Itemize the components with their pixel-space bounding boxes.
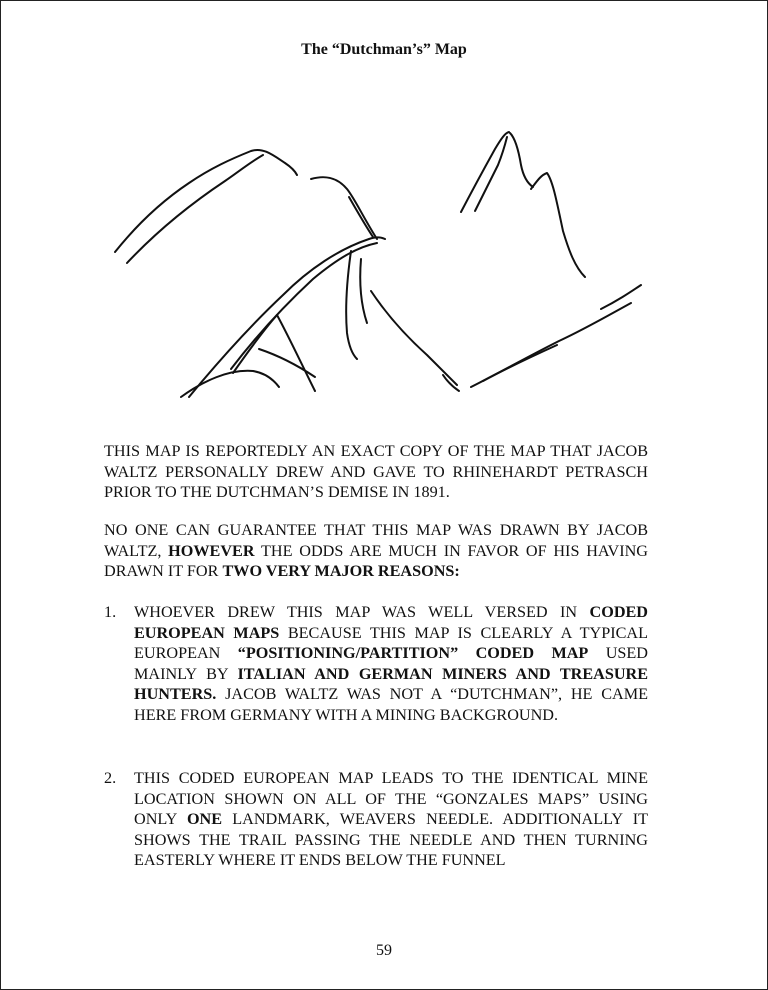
list-item-body: [134, 768, 648, 871]
item-text: JACOB WALTZ WAS NOT A “DUTCHMAN”, HE CAME HERE FROM GERMANY WITH A MINING BACKGROUND.: [134, 685, 648, 724]
paragraph-guarantee: [104, 520, 648, 582]
map-line-triangle-right: [277, 315, 315, 391]
paragraph-map-origin: THIS MAP IS REPORTEDLY AN EXACT COPY OF THE MAP THAT JACOB WALTZ PERSONALLY DREW AND GAVE TO RHINEHARDT PETRASCH PRIOR TO THE DUTCHMAN’S DEMISE IN 1891.: [104, 442, 648, 502]
paragraph-text: NO ONE CAN GUARANTEE THAT THIS MAP WAS DRAWN BY JACOB WALTZ,: [104, 521, 648, 560]
map-line-needle-right: [510, 133, 533, 187]
map-line-left-ridge: [115, 150, 297, 252]
page-number: 59: [376, 942, 392, 959]
paragraph-text: THE ODDS ARE MUCH IN FAVOR OF HIS HAVING DRAWN IT FOR: [104, 541, 648, 581]
bold-however: HOWEVER: [168, 541, 255, 560]
hand-drawn-map-sketch: [101, 119, 661, 409]
list-item-body: [134, 602, 648, 726]
map-line-bottom-mound: [181, 371, 279, 397]
map-line-needle-inner: [475, 137, 507, 211]
map-line-hook: [371, 291, 457, 385]
list-number: 1.: [104, 603, 117, 621]
bold-coded-european-maps: CODED EUROPEAN MAPS: [134, 603, 648, 642]
item-text: LANDMARK, WEAVERS NEEDLE. ADDITIONALLY IT SHOWS THE TRAIL PASSING THE NEEDLE AND THEN TURNING EASTERLY WHERE IT ENDS BELOW THE FUNNEL: [134, 810, 648, 870]
bold-miners-treasure-hunters: ITALIAN AND GERMAN MINERS AND TREASURE HUNTERS.: [134, 664, 648, 704]
item-text: BECAUSE THIS MAP IS CLEARLY A TYPICAL EUROPEAN: [134, 623, 648, 663]
map-line-middle-bump-inner: [349, 197, 373, 237]
map-line-far-right: [601, 285, 641, 309]
item-text: WHOEVER DREW THIS MAP WAS WELL VERSED IN: [134, 603, 590, 621]
map-line-left-ridge-inner: [127, 155, 263, 263]
map-line-hook-tip: [443, 375, 459, 391]
map-line-trail-inner: [231, 243, 377, 369]
map-line-needle-left: [461, 132, 509, 212]
list-item: [104, 768, 648, 871]
map-line-right-sweep-inner: [483, 345, 557, 381]
map-line-trail-main: [189, 238, 385, 398]
bold-positioning-partition: “POSITIONING/PARTITION” CODED MAP: [237, 644, 589, 663]
map-line-middle-bump: [311, 177, 377, 239]
map-line-center-descend: [346, 251, 357, 359]
page-title: The “Dutchman’s” Map: [301, 41, 467, 58]
item-text: THIS CODED EUROPEAN MAP LEADS TO THE IDENTICAL MINE LOCATION SHOWN ON ALL OF THE “GONZALES MAPS” USING ONLY: [134, 769, 648, 829]
bold-one: ONE: [186, 810, 223, 829]
bold-two-reasons: TWO VERY MAJOR REASONS:: [222, 562, 460, 581]
map-line-center-inner: [360, 259, 367, 323]
list-item: [104, 602, 648, 726]
item-text: USED MAINLY BY: [134, 644, 648, 683]
map-line-right-peak: [531, 173, 585, 277]
list-number: 2.: [104, 769, 117, 787]
